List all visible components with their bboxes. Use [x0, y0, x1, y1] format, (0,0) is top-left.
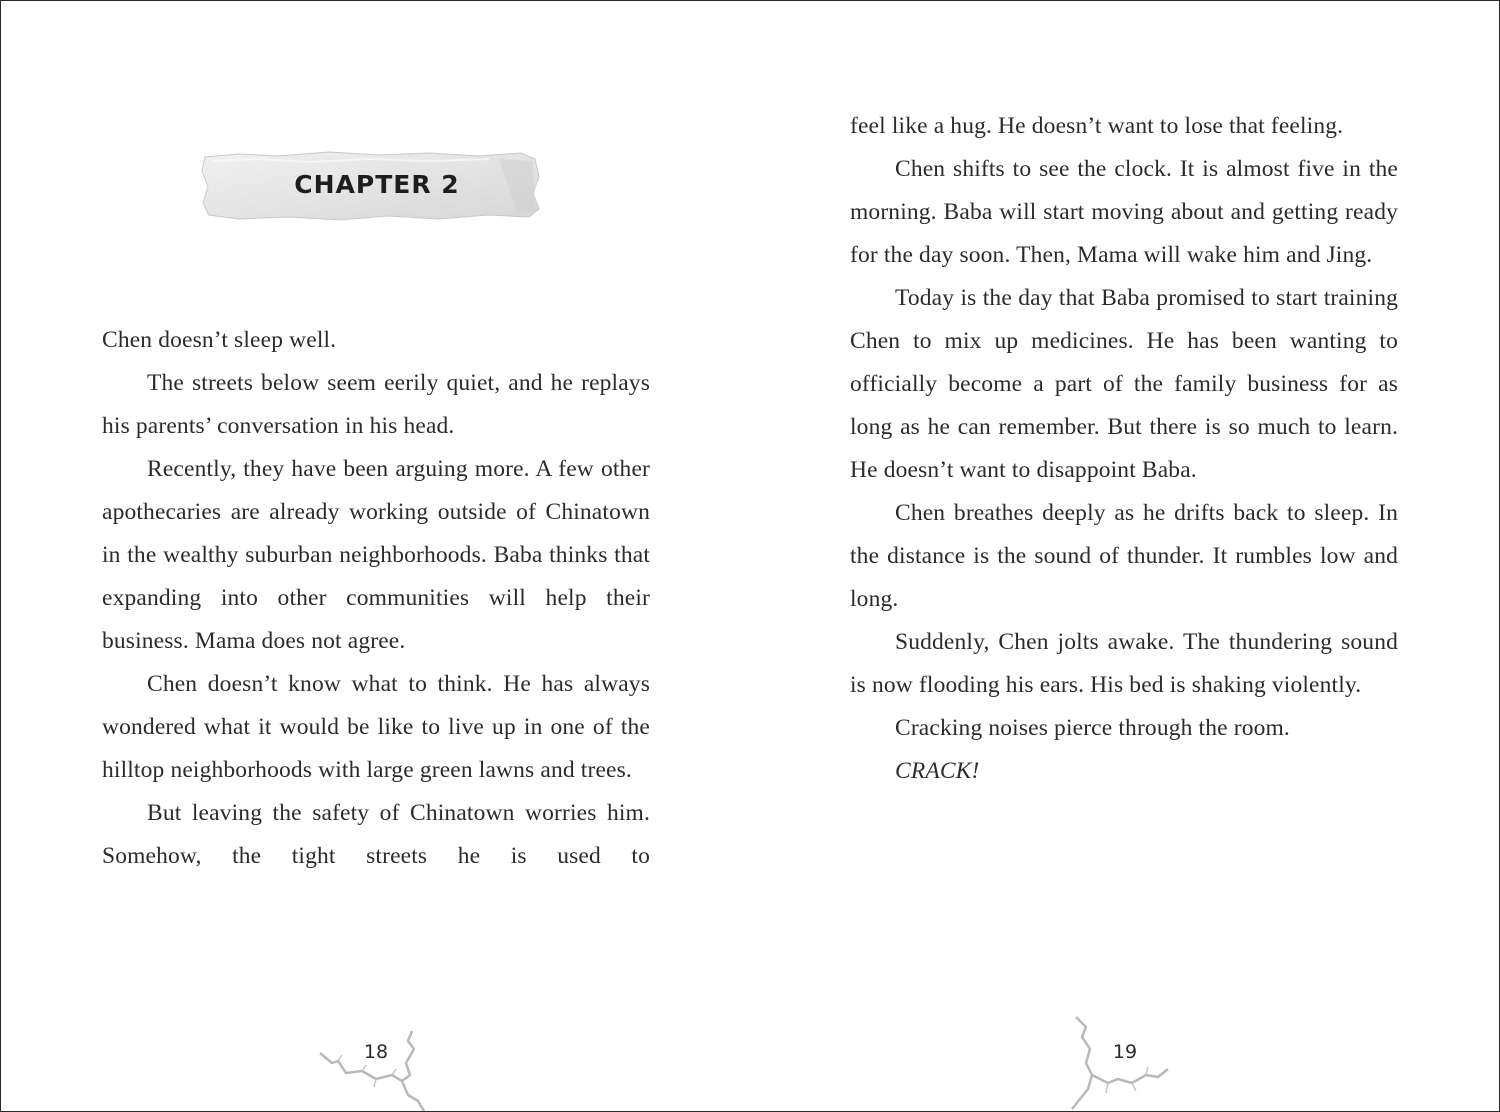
paragraph: feel like a hug. He doesn’t want to lose that feeling.: [850, 113, 1344, 139]
paragraph-emphasis: CRACK!: [895, 758, 980, 784]
paragraph: But leaving the safety of Chinatown worries him. Somehow, the tight streets he is used to: [102, 800, 650, 869]
paragraph: Cracking noises pierce through the room.: [895, 715, 1290, 741]
paragraph: Chen doesn’t know what to think. He has always wondered what it would be like to live up in one of the hilltop neighborhoods with large green lawns and trees.: [102, 671, 650, 783]
paragraph: Chen breathes deeply as he drifts back to sleep. In the distance is the sound of thunder. It rumbles low and long.: [850, 500, 1398, 612]
chapter-heading-tag: [199, 147, 543, 223]
chapter-title: CHAPTER 2: [294, 170, 460, 199]
paragraph: Chen doesn’t sleep well.: [102, 327, 337, 353]
right-page: [751, 1, 1500, 1112]
paragraph: The streets below seem eerily quiet, and he replays his parents’ conversation in his head.: [102, 370, 650, 439]
crack-decoration-icon: [316, 1023, 426, 1112]
page-number: 18: [363, 1041, 389, 1063]
left-page: [1, 1, 751, 1112]
left-page-text: [102, 319, 650, 878]
page-number: 19: [1112, 1041, 1138, 1063]
paragraph: Today is the day that Baba promised to start training Chen to mix up medicines. He has been wanting to officially become a part of the family business for as long as he can remember. But there is so much to learn. He doesn’t want to disappoint Baba.: [850, 285, 1398, 483]
paragraph: Suddenly, Chen jolts awake. The thundering sound is now flooding his ears. His bed is shaking violently.: [850, 629, 1398, 698]
paragraph: Recently, they have been arguing more. A few other apothecaries are already working outside of Chinatown in the wealthy suburban neighborhoods. Baba thinks that expanding into other communities will help their business. Mama does not agree.: [102, 456, 650, 654]
right-page-text: [850, 105, 1398, 793]
paragraph: Chen shifts to see the clock. It is almost five in the morning. Baba will start moving about and getting ready for the day soon. Then, Mama will wake him and Jing.: [850, 156, 1398, 268]
